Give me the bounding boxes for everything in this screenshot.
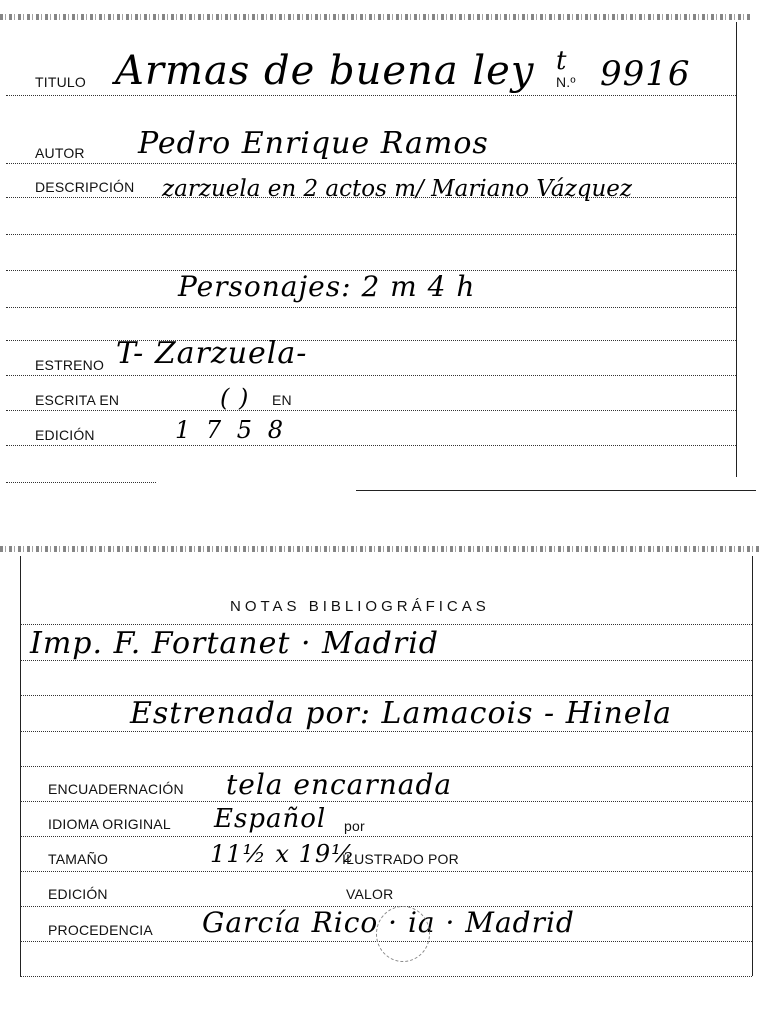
- titulo-label: TITULO: [35, 74, 86, 90]
- ilustrado-label: ILUSTRADO POR: [342, 851, 459, 867]
- card1-line-4: [6, 234, 736, 235]
- card2-line-7: [20, 836, 752, 837]
- autor-value: Pedro Enrique Ramos: [138, 126, 489, 161]
- encuadernacion-label: ENCUADERNACIÓN: [48, 781, 184, 797]
- personajes-value: Personajes: 2 m 4 h: [178, 270, 476, 303]
- handwritten-mark: t: [556, 46, 568, 76]
- procedencia-label: PROCEDENCIA: [48, 922, 153, 938]
- card1-line-9: [6, 410, 736, 411]
- procedencia-value: García Rico · ia · Madrid: [202, 906, 575, 939]
- encuadernacion-value: tela encarnada: [226, 768, 453, 801]
- card1-bottom-edge: [356, 490, 756, 491]
- card2-line-8: [20, 871, 752, 872]
- numero-label: N.º: [556, 74, 576, 90]
- card1-right-border: [736, 22, 737, 477]
- card2-line-4: [20, 731, 752, 732]
- card1-line-1: [6, 95, 736, 96]
- edicion-label-card1: EDICIÓN: [35, 427, 95, 443]
- edicion-label-card2: EDICIÓN: [48, 886, 108, 902]
- edicion-value-card1: 1 7 5 8: [175, 416, 287, 444]
- card2-bottom-line: [20, 976, 752, 977]
- card2-line-5: [20, 766, 752, 767]
- estreno-value: T- Zarzuela-: [116, 336, 308, 371]
- escrita-value: ( ): [220, 384, 250, 412]
- estreno-label: ESTRENO: [35, 357, 105, 373]
- por-label: por: [344, 818, 365, 834]
- autor-label: AUTOR: [35, 145, 85, 161]
- tamano-value: 11½ x 19½: [210, 840, 356, 868]
- card2-torn-edge: [0, 546, 759, 552]
- escrita-label: ESCRITA EN: [35, 392, 120, 408]
- card2-line-6: [20, 801, 752, 802]
- card2-line-1: [20, 624, 752, 625]
- valor-label: VALOR: [346, 886, 394, 902]
- card1-torn-edge: [0, 14, 752, 20]
- idioma-label: IDIOMA ORIGINAL: [48, 816, 171, 832]
- note-imprenta: Imp. F. Fortanet · Madrid: [30, 626, 439, 661]
- idioma-value: Español: [214, 804, 327, 834]
- titulo-value: Armas de buena ley: [115, 48, 535, 94]
- descripcion-value: zarzuela en 2 actos m/ Mariano Vázquez: [162, 176, 632, 202]
- tamano-label: TAMAÑO: [48, 851, 109, 867]
- descripcion-label: DESCRIPCIÓN: [35, 179, 135, 195]
- notas-header: NOTAS BIBLIOGRÁFICAS: [230, 598, 490, 615]
- numero-value: 9916: [600, 54, 691, 94]
- card2-right-border: [752, 556, 753, 976]
- card1-bottom-line: [6, 482, 156, 483]
- card1-line-10: [6, 445, 736, 446]
- card1-line-2: [6, 163, 736, 164]
- card1-line-6: [6, 307, 736, 308]
- ink-smudge: [376, 906, 430, 962]
- card1-line-8: [6, 375, 736, 376]
- en-label: EN: [272, 392, 292, 408]
- note-estrenada: Estrenada por: Lamacois - Hinela: [130, 696, 673, 731]
